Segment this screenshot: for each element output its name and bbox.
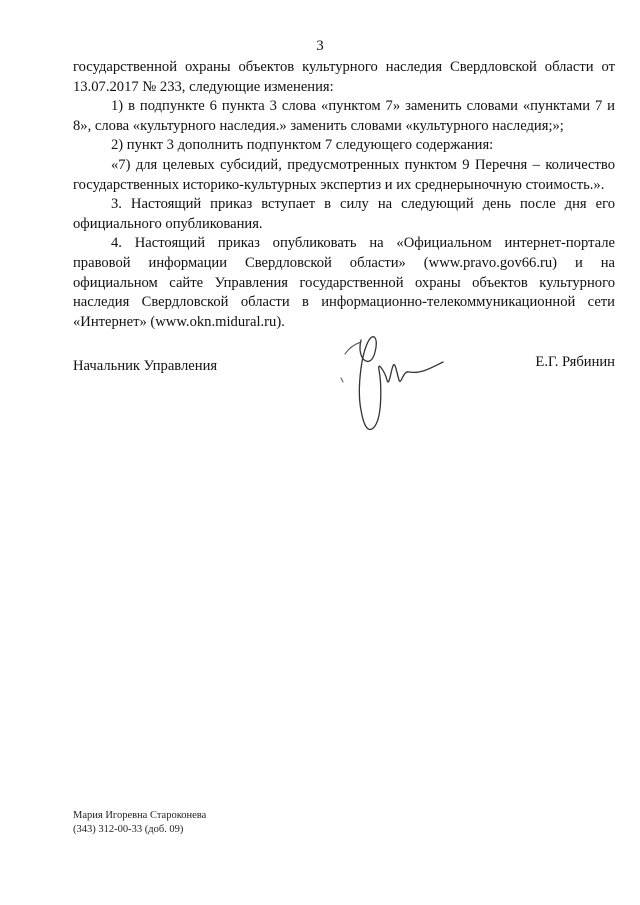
paragraph-quoted-subpoint: «7) для целевых субсидий, предусмотренных пунктом 9 Перечня – количество государственных историко-культурных экспертиз и их среднерыночную стоимость.». <box>73 156 615 193</box>
paragraph-change-2: 2) пункт 3 дополнить подпунктом 7 следующего содержания: <box>111 137 494 154</box>
handwritten-signature <box>331 330 481 460</box>
contact-name: Мария Игоревна Староконева <box>73 810 207 821</box>
signer-title: Начальник Управления <box>73 358 218 374</box>
signer-name: Е.Г. Рябинин <box>535 354 615 370</box>
paragraph-change-1: 1) в подпункте 6 пункта 3 слова «пунктом 7» заменить словами «пунктами 7 и 8», слова «культурного наследия.» заменить словами «культурного наследия;»; <box>73 98 615 134</box>
paragraph-effective-date: 3. Настоящий приказ вступает в силу на следующий день после дня его официального опубликования. <box>73 196 615 232</box>
contact-phone: (343) 312-00-33 (доб. 09) <box>73 824 184 835</box>
contact-info <box>73 809 206 837</box>
page-number: 3 <box>316 38 324 54</box>
signature-block <box>73 354 615 474</box>
paragraph-publication: 4. Настоящий приказ опубликовать на «Официальном интернет-портале правовой информации Свердловской области» (www.pravo.gov66.ru) и на официальном сайте Управления государственной охраны объектов культурного наследия Свердловской области в информационно-телекоммуникационной сети «Интернет» (www.okn.midural.ru). <box>73 235 615 330</box>
paragraph-intro: государственной охраны объектов культурного наследия Свердловской области от 13.07.2017 № 233, следующие изменения: <box>73 59 615 95</box>
document-body <box>73 58 615 332</box>
